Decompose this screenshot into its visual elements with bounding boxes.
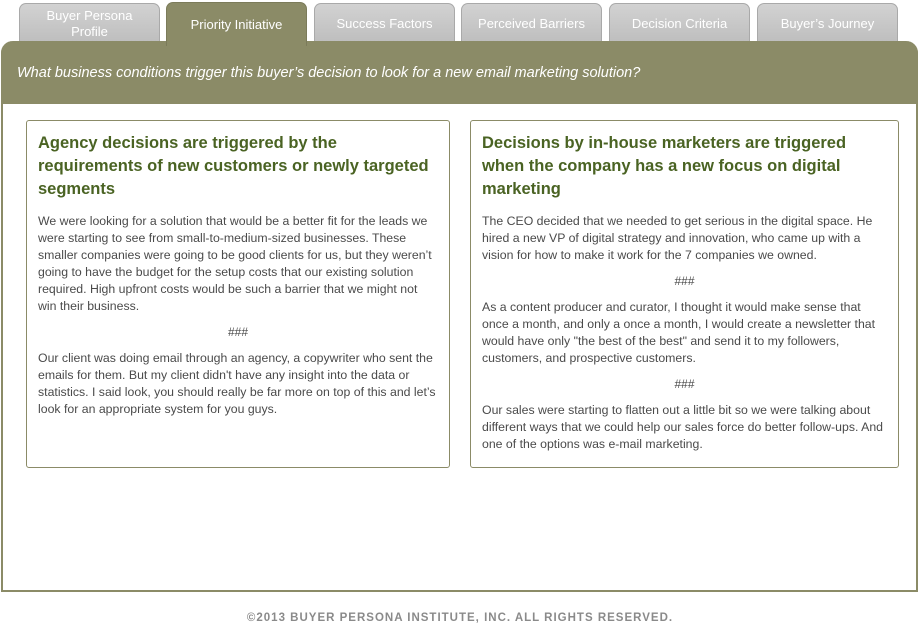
card-heading: Decisions by in-house marketers are triggered when the company has a new focus on digital marketing [482,134,847,198]
question-text: What business conditions trigger this buyer’s decision to look for a new email marketing solution? [17,64,641,81]
quote-paragraph: Our client was doing email through an agency, a copywriter who sent the emails for them. But my client didn't have any insight into the data or statistics. I said look, you should really be far more on top of this and let’s look for an appropriate system for you guys. [38,351,436,416]
insight-card-agency [26,120,450,468]
quote-separator: ### [674,377,695,391]
tab-bar [0,0,920,44]
tab-label: Buyer’s Journey [780,16,875,31]
tab-label: Decision Criteria [631,16,728,31]
card-heading: Agency decisions are triggered by the requirements of new customers or newly targeted segments [38,134,429,198]
quote-separator: ### [227,325,249,339]
tab-label: Buyer Persona Profile [46,8,133,39]
tab-label: Priority Initiative [190,16,283,32]
tab-label: Success Factors [336,16,433,31]
quote-paragraph: The CEO decided that we needed to get serious in the digital space. He hired a new VP of digital strategy and innovation, who came up with a vision for how to make it work for the 7 companies we owned. [482,214,873,262]
quote-separator: ### [674,274,695,288]
quote-paragraph: Our sales were starting to flatten out a little bit so we were talking about different ways that we could help our sales force do better follow-ups. And one of the options was e-mail marketing. [482,403,884,451]
question-bar [1,41,918,104]
tab-decision-criteria[interactable] [609,3,750,44]
tab-perceived-barriers[interactable] [461,3,602,44]
copyright-footer: ©2013 BUYER PERSONA INSTITUTE, INC. ALL RIGHTS RESERVED. [246,612,674,624]
tab-priority-initiative[interactable] [166,2,307,46]
quote-paragraph: We were looking for a solution that would be a better fit for the leads we were starting to see from small-to-medium-sized businesses. These smaller companies were going to be good clients for us, but they weren’t going to have the budget for the setup costs that our existing solution required. High upfront costs would be such a barrier that we might not win their business. [38,214,432,313]
tab-label: Perceived Barriers [478,16,585,31]
tab-buyer-persona-profile[interactable] [19,3,160,44]
tab-buyers-journey[interactable] [757,3,898,44]
quote-paragraph: As a content producer and curator, I thought it would make sense that once a month, and only a once a month, I would create a newsletter that would have only "the best of the best" and send it to my followers, customers, and prospective customers. [482,300,876,365]
tab-success-factors[interactable] [314,3,455,44]
insight-card-in-house [470,120,899,468]
